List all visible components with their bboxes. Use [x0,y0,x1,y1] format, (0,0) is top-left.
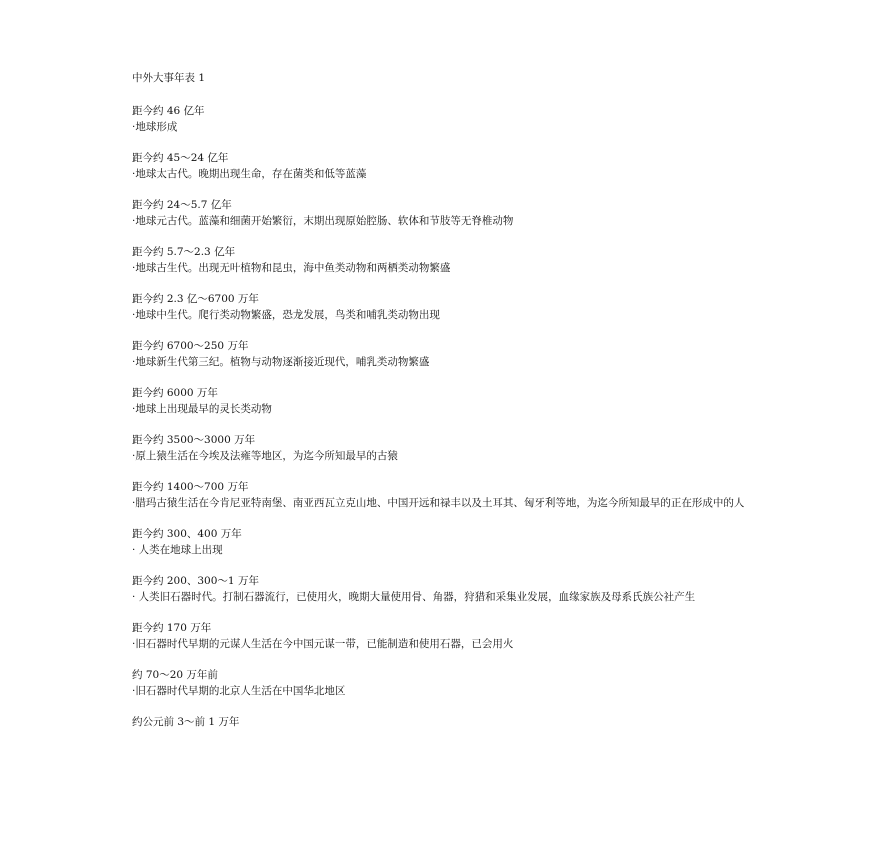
entry-date: 距今约 24～5.7 亿年 [132,199,232,211]
entry-text: ·地球太古代。晚期出现生命，存在菌类和低等蓝藻 [132,168,367,180]
entry-text: ·地球新生代第三纪。植物与动物逐渐接近现代，哺乳类动物繁盛 [132,356,430,368]
timeline-entry [132,573,752,605]
entry-date: 约公元前 3～前 1 万年 [132,716,240,728]
entry-text: ·腊玛古猿生活在今肯尼亚特南堡、南亚西瓦立克山地、中国开远和禄丰以及土耳其、匈牙利等地，为迄今所知最早的正在形成中的人 [132,497,745,509]
entry-text: ·地球古生代。出现无叶植物和昆虫，海中鱼类动物和两栖类动物繁盛 [132,262,451,274]
entry-text: ·旧石器时代早期的元谋人生活在今中国元谋一带，已能制造和使用石器，已会用火 [132,638,514,650]
timeline-entry [132,432,752,464]
entry-date: 距今约 6700～250 万年 [132,340,249,352]
entry-date: 距今约 46 亿年 [132,105,205,117]
entry-date: 距今约 1400～700 万年 [132,481,249,493]
entry-text: · 人类在地球上出现 [132,544,223,556]
entry-date: 距今约 45～24 亿年 [132,152,229,164]
entry-text: ·旧石器时代早期的北京人生活在中国华北地区 [132,685,346,697]
timeline-entry [132,620,752,652]
entry-text: ·地球形成 [132,121,178,133]
timeline-entry [132,667,752,699]
entry-text: ·原上猿生活在今埃及法雍等地区，为迄今所知最早的古猿 [132,450,398,462]
timeline-entry [132,197,752,229]
document-page [132,70,752,745]
entry-date: 距今约 170 万年 [132,622,212,634]
entry-text: ·地球元古代。蓝藻和细菌开始繁衍，末期出现原始腔肠、软体和节肢等无脊椎动物 [132,215,514,227]
timeline-entry [132,244,752,276]
entry-date: 距今约 6000 万年 [132,387,218,399]
entry-date: 距今约 200、300～1 万年 [132,575,259,587]
entry-date: 距今约 300、400 万年 [132,528,242,540]
timeline-entry [132,150,752,182]
entry-date: 距今约 5.7～2.3 亿年 [132,246,236,258]
timeline-entry [132,479,752,511]
entry-date: 距今约 2.3 亿～6700 万年 [132,293,259,305]
document-title: 中外大事年表 1 [132,72,206,84]
timeline-entry [132,714,752,730]
timeline-entry [132,291,752,323]
timeline-entry [132,103,752,135]
timeline-entry [132,526,752,558]
entry-text: · 人类旧石器时代。打制石器流行，已使用火，晚期大量使用骨、角器，狩猎和采集业发展，血缘家族及母系氏族公社产生 [132,591,696,603]
timeline-entry [132,385,752,417]
entry-text: ·地球中生代。爬行类动物繁盛，恐龙发展，鸟类和哺乳类动物出现 [132,309,440,321]
entry-date: 约 70～20 万年前 [132,669,218,681]
entry-date: 距今约 3500～3000 万年 [132,434,256,446]
timeline-entry [132,338,752,370]
entry-text: ·地球上出现最早的灵长类动物 [132,403,272,415]
